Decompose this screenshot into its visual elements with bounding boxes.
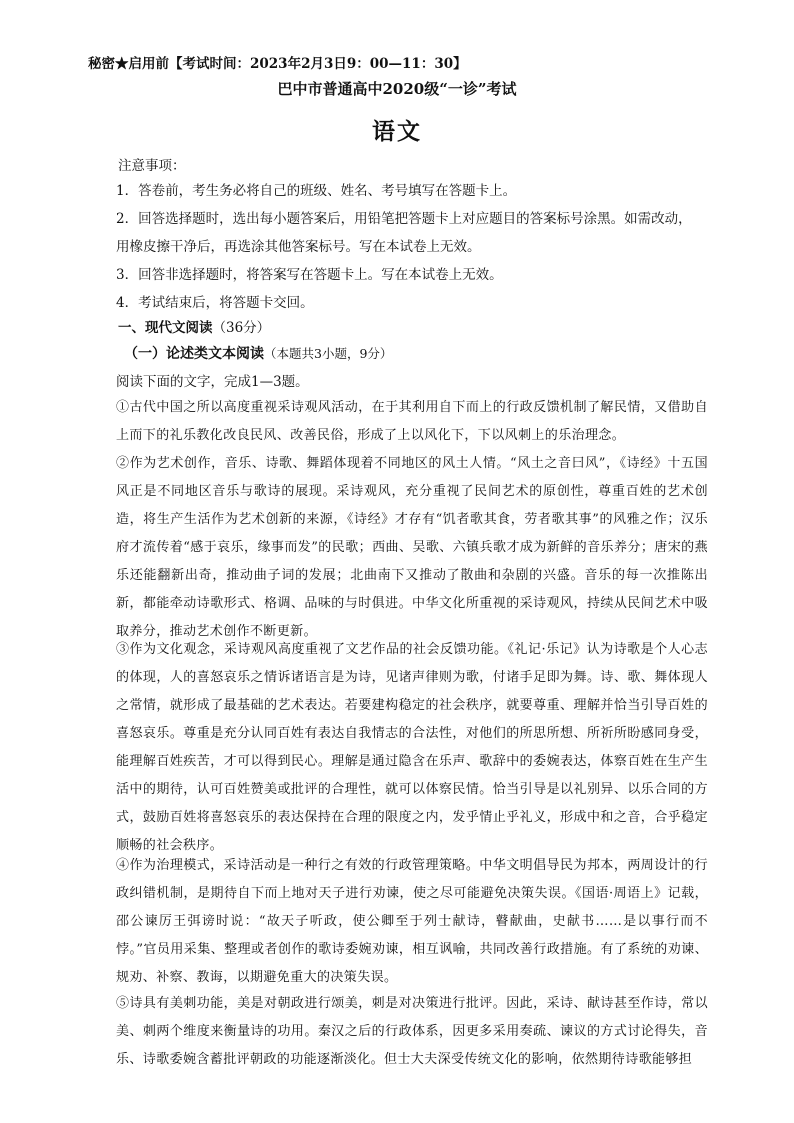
paragraph-2: ②作为艺术创作，音乐、诗歌、舞蹈体现着不同地区的风土人情。“风土之音曰风”，《诗经》十五国风正是不同地区音乐与歌诗的展现。采诗观风，充分重视了民间艺术的原创性，尊重百姓的艺术创造，将生产生活作为艺术创新的来源，《诗经》才存有“饥者歌其食，劳者歌其事”的风雅之作；汉乐府才流传着“感于哀乐，缘事而发”的民歌；西曲、吴歌、六镇兵歌才成为新鲜的音乐养分；唐宋的燕乐还能翻新出奇，推动曲子词的发展；北曲南下又推动了散曲和杂剧的兴盛。音乐的每一次推陈出新，都能牵动诗歌形式、格调、品味的与时俱进。中华文化所重视的采诗观风，持续从民间艺术中吸取养分，推动艺术创作不断更新。 (116, 456, 708, 639)
confidential-header: 秘密★启用前【考试时间：2023年2月3日9：00—11：30】 (88, 56, 467, 72)
section-heading-2-note: （本题共3小题，9分） (264, 346, 393, 361)
notes-title: 注意事项： (118, 158, 186, 174)
note-item-1: 1．答卷前，考生务必将自己的班级、姓名、考号填写在答题卡上。 (116, 183, 517, 199)
subject-title: 语文 (372, 118, 422, 145)
section-heading-1 (118, 316, 270, 336)
note-item-3: 3．回答非选择题时，将答案写在答题卡上。写在本试卷上无效。 (116, 267, 503, 283)
section-heading-1-title: 一、现代文阅读 (118, 320, 213, 336)
paragraph-3: ③作为文化观念，采诗观风高度重视了文艺作品的社会反馈功能。《礼记·乐记》认为诗歌是个人心志的体现，人的喜怒哀乐之情诉诸语言是为诗，见诸声律则为歌，付诸手足即为舞。诗、歌、舞体现人之常情，就形成了最基础的艺术表达。若要建构稳定的社会秩序，就要尊重、理解并恰当引导百姓的喜怒哀乐。尊重是充分认同百姓有表达自我情志的合法性，对他们的所思所想、所祈所盼感同身受，能理解百姓疾苦，才可以得到民心。理解是通过隐含在乐声、歌辞中的委婉表达，体察百姓在生产生活中的期待，认可百姓赞美或批评的合理性，就可以体察民情。恰当引导是以礼别异、以乐合同的方式，鼓励百姓将喜怒哀乐的表达保持在合理的限度之内，发乎情止乎礼义，形成中和之音，合乎稳定顺畅的社会秩序。 (116, 642, 708, 853)
note-item-2: 2．回答选择题时，选出每小题答案后，用铅笔把答题卡上对应题目的答案标号涂黑。如需改动，用橡皮擦干净后，再选涂其他答案标号。写在本试卷上无效。 (116, 211, 692, 255)
section-heading-2 (124, 343, 392, 363)
paragraph-4: ④作为治理模式，采诗活动是一种行之有效的行政管理策略。中华文明倡导民为邦本，两周设计的行政纠错机制，是期待自下而上地对天子进行劝谏，使之尽可能避免决策失误。《国语·周语上》记载，邵公谏厉王弭谤时说：“故天子听政，使公卿至于列士献诗，瞽献曲，史献书……是以事行而不悖。”官员用采集、整理或者创作的歌诗委婉劝谏，相互讽喻，共同改善行政措施。有了系统的劝谏、规劝、补察、教诲，以期避免重大的决策失误。 (116, 858, 708, 985)
section-heading-1-note: （36分） (212, 320, 271, 336)
note-item-4: 4．考试结束后，将答题卡交回。 (116, 295, 314, 311)
section-heading-2-title: （一）论述类文本阅读 (124, 346, 264, 362)
exam-title: 巴中市普通高中2020级“一诊”考试 (277, 80, 517, 98)
paragraph-5: ⑤诗具有美刺功能，美是对朝政进行颂美，刺是对决策进行批评。因此，采诗、献诗甚至作诗，常以美、刺两个维度来衡量诗的功用。秦汉之后的行政体系，因更多采用奏疏、谏议的方式讨论得失，音乐、诗歌委婉含蓄批评朝政的功能逐渐淡化。但士大夫深受传统文化的影响，依然期待诗歌能够担 (116, 996, 708, 1067)
paragraph-1: ①古代中国之所以高度重视采诗观风活动，在于其利用自下而上的行政反馈机制了解民情，又借助自上而下的礼乐教化改良民风、改善民俗，形成了上以风化下，下以风刺上的乐治理念。 (116, 400, 708, 443)
reading-instruction: 阅读下面的文字，完成1—3题。 (116, 374, 309, 390)
